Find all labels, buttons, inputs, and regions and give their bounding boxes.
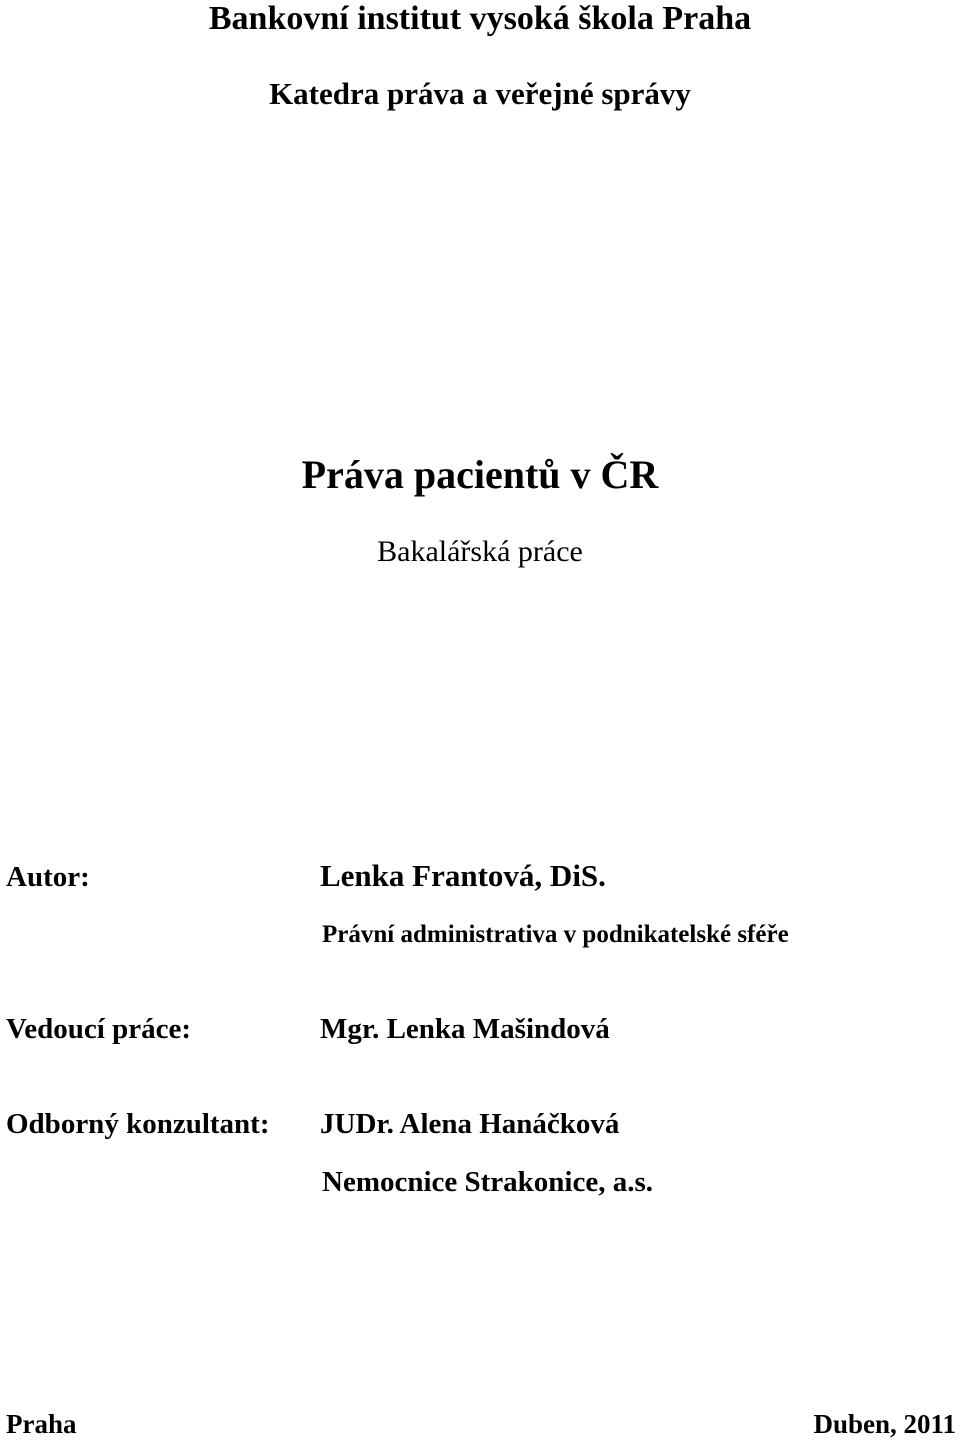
author-label: Autor:: [6, 861, 90, 893]
footer-date: Duben, 2011: [813, 1409, 956, 1439]
consultant-organization: Nemocnice Strakonice, a.s.: [322, 1166, 654, 1198]
consultant-name: JUDr. Alena Hanáčková: [320, 1108, 620, 1140]
thesis-type: Bakalářská práce: [377, 535, 583, 568]
thesis-title: Práva pacientů v ČR: [301, 452, 659, 497]
consultant-label: Odborný konzultant:: [6, 1108, 270, 1140]
author-study-program: Právní administrativa v podnikatelské sféře: [322, 921, 789, 948]
supervisor-name: Mgr. Lenka Mašindová: [320, 1013, 610, 1045]
author-name: Lenka Frantová, DiS.: [320, 858, 606, 893]
footer-city: Praha: [6, 1409, 77, 1439]
supervisor-label: Vedoucí práce:: [6, 1013, 191, 1045]
institution-name: Bankovní institut vysoká škola Praha: [208, 0, 752, 37]
department-name: Katedra práva a veřejné správy: [269, 76, 691, 111]
